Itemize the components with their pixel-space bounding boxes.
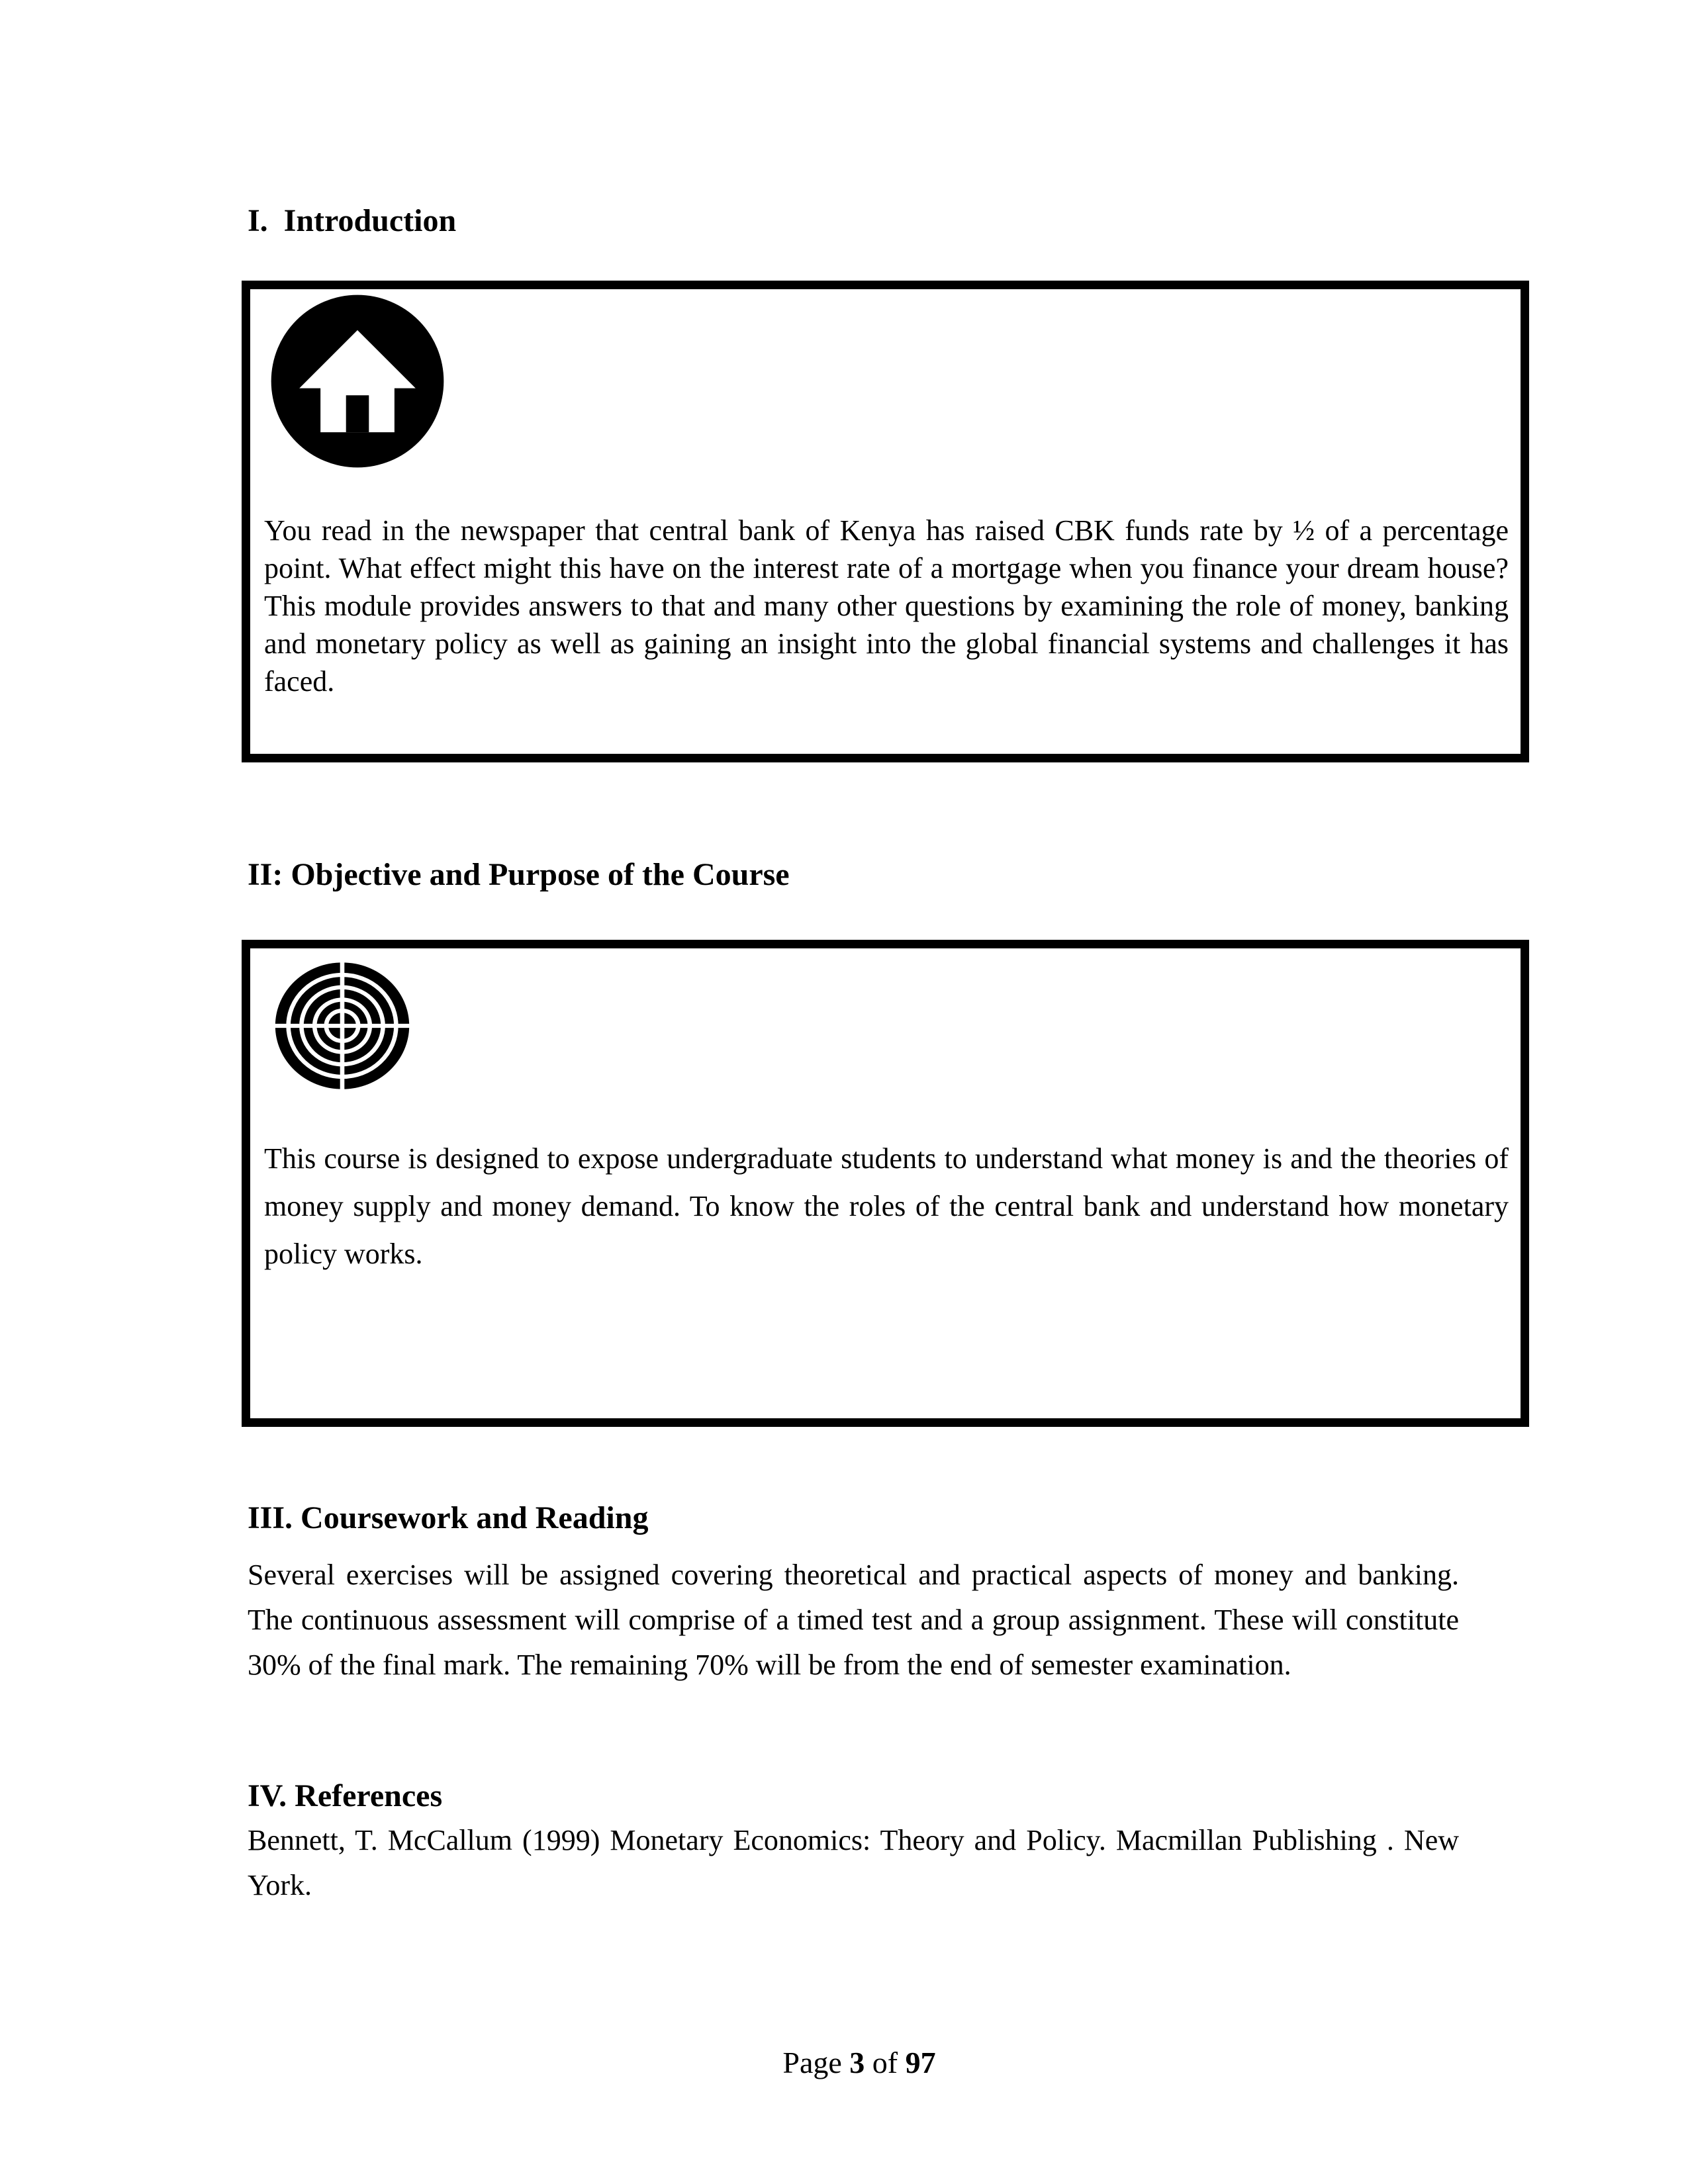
target-icon xyxy=(269,957,415,1095)
footer-page-word: Page xyxy=(782,2046,850,2079)
section-heading-objective: II: Objective and Purpose of the Course xyxy=(248,857,790,892)
page-footer xyxy=(0,2010,1688,2115)
objective-box-text: This course is designed to expose undergraduate students to understand what money is and the theories of money supply and money demand. To know the roles of the central bank and understand how monetary policy works. xyxy=(264,1142,1509,1270)
footer-of-word: of xyxy=(865,2046,906,2079)
introduction-box xyxy=(242,281,1529,762)
footer-current-page: 3 xyxy=(849,2046,865,2079)
objective-box xyxy=(242,940,1529,1427)
coursework-paragraph: Several exercises will be assigned covering theoretical and practical aspects of money and banking. The continuous assessment will comprise of a timed test and a group assignment. These will constitute 30% of the final mark. The remaining 70% will be from the end of semester examination. xyxy=(248,1559,1459,1681)
introduction-box-text: You read in the newspaper that central bank of Kenya has raised CBK funds rate by ½ of a percentage point. What effect might this have on the interest rate of a mortgage when you finance your dream house? This module provides answers to that and many other questions by examining the role of money, banking and monetary policy as well as gaining an insight into the global financial systems and challenges it has faced. xyxy=(264,514,1509,698)
section-heading-introduction: I. Introduction xyxy=(248,203,457,238)
section-heading-coursework: III. Coursework and Reading xyxy=(248,1500,649,1535)
references-paragraph: Bennett, T. McCallum (1999) Monetary Economics: Theory and Policy. Macmillan Publishing . New York. xyxy=(248,1824,1459,1901)
footer-total-pages: 97 xyxy=(905,2046,936,2079)
home-icon xyxy=(269,293,445,469)
section-heading-references: IV. References xyxy=(248,1778,443,1813)
